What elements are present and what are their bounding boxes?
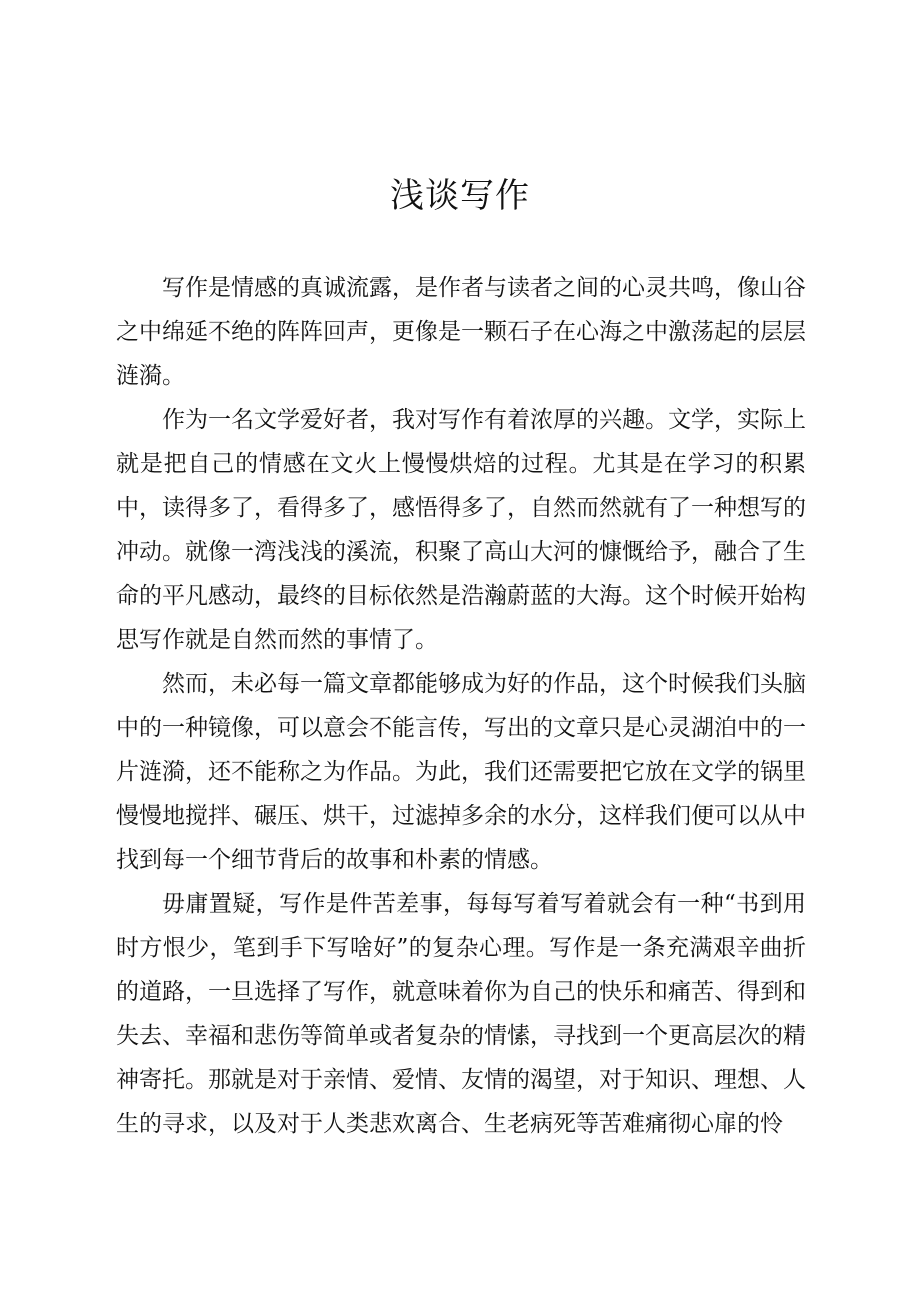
- paragraph-2: 作为一名文学爱好者，我对写作有着浓厚的兴趣。文学，实际上就是把自己的情感在文火上慢慢烘焙的过程。尤其是在学习的积累中，读得多了，看得多了，感悟得多了，自然而然就有了一种想写的冲动。就像一湾浅浅的溪流，积聚了高山大河的慷慨给予，融合了生命的平凡感动，最终的目标依然是浩瀚蔚蓝的大海。这个时候开始构思写作就是自然而然的事情了。: [116, 407, 806, 653]
- document-body: [116, 266, 806, 1146]
- paragraph-4: 毋庸置疑，写作是件苦差事，每每写着写着就会有一种“书到用时方恨少，笔到手下写啥好”的复杂心理。写作是一条充满艰辛曲折的道路，一旦选择了写作，就意味着你为自己的快乐和痛苦、得到和失去、幸福和悲伤等简单或者复杂的情愫，寻找到一个更高层次的精神寄托。那就是对于亲情、爱情、友情的渴望，对于知识、理想、人生的寻求，以及对于人类悲欢离合、生老病死等苦难痛彻心扉的怜: [116, 891, 806, 1137]
- paragraph-1: 写作是情感的真诚流露，是作者与读者之间的心灵共鸣，像山谷之中绵延不绝的阵阵回声，更像是一颗石子在心海之中激荡起的层层涟漪。: [116, 275, 806, 389]
- paragraph-3: 然而，未必每一篇文章都能够成为好的作品，这个时候我们头脑中的一种镜像，可以意会不能言传，写出的文章只是心灵湖泊中的一片涟漪，还不能称之为作品。为此，我们还需要把它放在文学的锅里慢慢地搅拌、碾压、烘干，过滤掉多余的水分，这样我们便可以从中找到每一个细节背后的故事和朴素的情感。: [116, 671, 806, 873]
- document-title: 浅谈写作: [390, 176, 530, 216]
